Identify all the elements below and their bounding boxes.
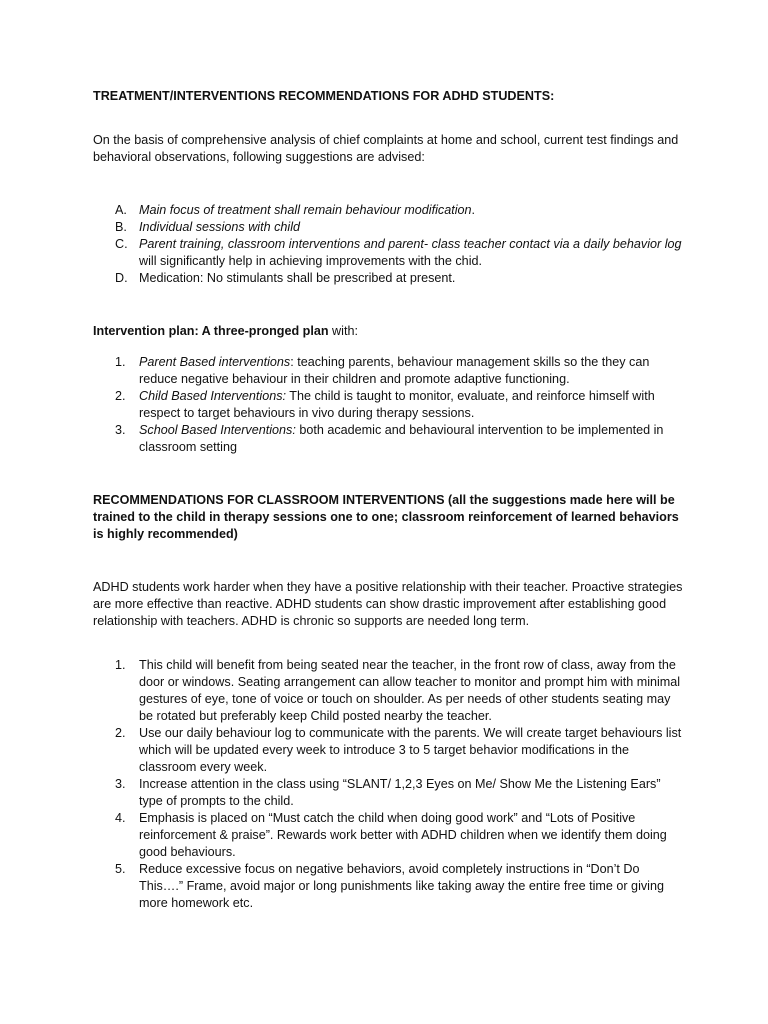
classroom-intro-paragraph: ADHD students work harder when they have a positive relationship with their teacher. Proactive strategies are more effective than reactive. ADHD students can show drastic improvement after establishing good relationship with teachers. ADHD is chronic so supports are needed long term.	[93, 580, 683, 628]
list-marker: 1.	[115, 355, 126, 369]
intervention-plan-label: Intervention plan: A three-pronged plan with:	[93, 324, 358, 338]
list-item: 3. School Based Interventions: both academic and behavioural intervention to be implemented in classroom setting	[115, 423, 664, 454]
list-item: 1. Parent Based interventions: teaching parents, behaviour management skills so the they can reduce negative behaviour in their children and promote adaptive functioning.	[115, 355, 650, 386]
list-item: 3. Increase attention in the class using “SLANT/ 1,2,3 Eyes on Me/ Show Me the Listening Ears” type of prompts to the child.	[115, 777, 661, 808]
list-marker: A.	[115, 203, 127, 217]
list-marker: 5.	[115, 862, 126, 876]
suggestions-list	[93, 202, 683, 287]
classroom-heading: RECOMMENDATIONS FOR CLASSROOM INTERVENTIONS (all the suggestions made here will be trained to the child in therapy sessions one to one; classroom reinforcement of learned behaviors is highly recommended)	[93, 493, 679, 541]
list-item: 5. Reduce excessive focus on negative behaviors, avoid completely instructions in “Don’t Do This….” Frame, avoid major or long punishments like taking away the entire free time or giving more homework etc.	[115, 862, 664, 910]
list-marker: D.	[115, 271, 128, 285]
list-item: A. Main focus of treatment shall remain behaviour modification.	[115, 203, 475, 217]
intro-paragraph: On the basis of comprehensive analysis of chief complaints at home and school, current test findings and behavioral observations, following suggestions are advised:	[93, 133, 679, 164]
list-item: C. Parent training, classroom interventions and parent- class teacher contact via a daily behavior log will significantly help in achieving improvements with the chid.	[115, 237, 682, 268]
list-marker: C.	[115, 237, 128, 251]
list-marker: 3.	[115, 423, 126, 437]
list-marker: 1.	[115, 658, 126, 672]
document-page	[93, 88, 683, 912]
list-item: 2. Use our daily behaviour log to communicate with the parents. We will create target behaviours list which will be updated every week to introduce 3 to 5 target behavior modifications in the classroom every week.	[115, 726, 682, 774]
classroom-list	[93, 657, 683, 912]
list-marker: 3.	[115, 777, 126, 791]
list-item: 1. This child will benefit from being seated near the teacher, in the front row of class, away from the door or windows. Seating arrangement can allow teacher to monitor and prompt him with minimal gestures of eye, tone of voice or touch on shoulder. As per needs of other students seating may be rotated but preferably keep Child posted nearby the teacher.	[115, 658, 681, 723]
intervention-plan-list	[93, 354, 683, 456]
list-marker: 2.	[115, 726, 126, 740]
list-item: D. Medication: No stimulants shall be prescribed at present.	[115, 271, 456, 285]
document-title: TREATMENT/INTERVENTIONS RECOMMENDATIONS FOR ADHD STUDENTS:	[93, 89, 555, 103]
list-item: 2. Child Based Interventions: The child is taught to monitor, evaluate, and reinforce himself with respect to target behaviours in vivo during therapy sessions.	[115, 389, 655, 420]
list-marker: B.	[115, 220, 127, 234]
list-marker: 4.	[115, 811, 126, 825]
list-item: 4. Emphasis is placed on “Must catch the child when doing good work” and “Lots of Positive reinforcement & praise”. Rewards work better with ADHD children when we identify them doing good behaviours.	[115, 811, 667, 859]
list-marker: 2.	[115, 389, 126, 403]
list-item: B. Individual sessions with child	[115, 220, 301, 234]
